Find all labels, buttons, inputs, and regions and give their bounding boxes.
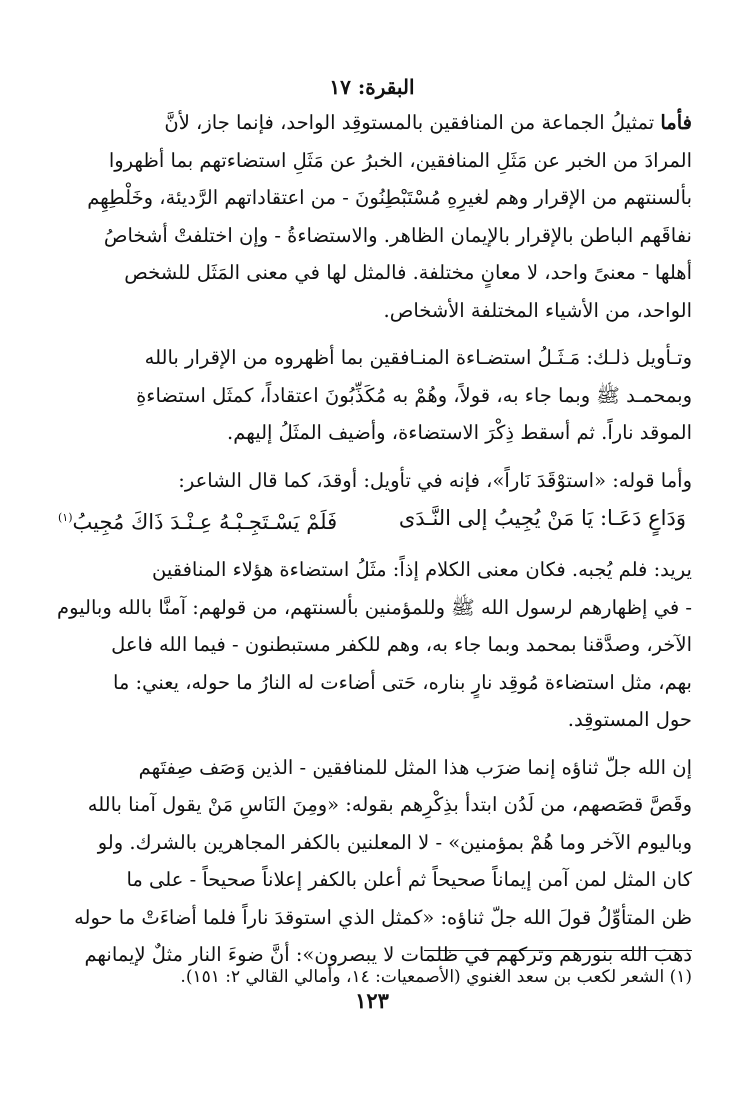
paragraph-line: - في إظهارهم لرسول الله ﷺ وللمؤمنين بألسنتهم، من قولهم: آمنَّا بالله وباليوم: [57, 595, 692, 619]
paragraph-line: وتـأويل ذلـك: مَـثَـلُ استضـاءة المنـافقين بما أظهروه من الإقرار بالله: [144, 346, 692, 369]
poetry-verse: [52, 499, 692, 541]
paragraph-line: وبمحمـد ﷺ وبما جاء به، قولاً، وهُمْ به مُكَذِّبُونَ اعتقاداً، كمثَل استضاءةِ: [136, 383, 692, 407]
paragraph-line: وباليوم الآخر وما هُمْ بمؤمنين» - لا المعلنين بالكفر المجاهرين بالشرك. ولو: [97, 830, 692, 854]
paragraph-3: [52, 462, 692, 500]
footnote-reference: (١): [58, 511, 73, 524]
verse-second-hemistich: [58, 499, 337, 541]
paragraph-line: ظن المتأوِّلُ قولَ الله جلّ ثناؤه: «كمثل الذي استوقدَ ناراً فلما أضاءَتْ ما حوله: [74, 905, 692, 929]
running-header: البقرة: ١٧: [329, 75, 415, 99]
paragraph-line-text: تمثيلُ الجماعة من المنافقين بالمستوقِد الواحد، فإنما جاز، لأنَّ: [164, 111, 661, 134]
paragraph-line: ذهبَ الله بنورهم وتركهم في ظلمات لا يبصرون»: أنَّ ضوءَ النار مثلٌ لإيمانهم: [84, 943, 692, 966]
paragraph-line: المرادَ من الخبر عن مَثَلِ المنافقين، الخبرُ عن مَثَلِ استضاءتهم بما أظهروا: [108, 148, 692, 172]
paragraph-line: الواحد، من الأشياء المختلفة الأشخاص.: [383, 298, 692, 322]
paragraph-line: نفاقَهم الباطن بالإقرار بالإيمان الظاهر. والاستضاءةُ - وإن اختلفتْ أشخاصُ: [103, 223, 692, 247]
paragraph-line: وقَصَّ قصَصهم، من لَدُن ابتدأ بذِكْرِهم بقوله: «ومِنَ النَاسِ مَنْ يقول آمنا بالله: [87, 793, 692, 816]
paragraph-line: [52, 104, 692, 142]
paragraph-4: [52, 551, 692, 739]
paragraph-line: بهم، مثل استضاءة مُوقِد نارٍ بناره، حَتى أضاءت له النارُ ما حوله، يعني: ما: [112, 670, 692, 694]
paragraph-line: إن الله جلّ ثناؤه إنما ضرَب هذا المثل للمنافقين - الذين وَصَف صِفتَهم: [138, 755, 692, 779]
paragraph-5: [52, 749, 692, 974]
paragraph-1: [52, 104, 692, 329]
paragraph-2: [52, 339, 692, 452]
paragraph-line: بألسنتهم من الإقرار وهم لغيرِهِ مُسْتَبْطِنُونَ - من اعتقاداتهم الرَّديئة، وخَلْطِهِم: [87, 186, 692, 209]
paragraph-line: يريد: فلم يُجبه. فكان معنى الكلام إذاً: مثَلُ استضاءة هؤلاء المنافقين: [152, 558, 692, 581]
paragraph-line: حول المستوقِد.: [567, 708, 692, 731]
verse-first-hemistich: وَدَاعٍ دَعَـا: يَا مَنْ يُجِيبُ إلى النَّـدَى: [398, 506, 686, 530]
verse-second-text: فَلَمْ يَسْـتَجِـبْـهُ عِـنْـدَ ذَاكَ مُجِيبُ: [72, 510, 338, 534]
paragraph-line: الآخر، وصدَّقنا بمحمد وبما جاء به، وهم للكفر مستبطنون - فيما الله فاعل: [111, 633, 692, 656]
footnote-separator: [424, 950, 692, 951]
paragraph-line: كان المثل لمن آمن إيماناً صحيحاً ثم أعلن بالكفر إعلاناً صحيحاً - على ما: [126, 868, 692, 891]
book-page: [52, 70, 692, 1070]
paragraph-line: وأما قوله: «استوْقَدَ نَاراً»، فإنه في تأويل: أوقدَ، كما قال الشاعر:: [178, 468, 692, 492]
page-number: ١٢٣: [355, 988, 389, 1013]
paragraph-lead-word: فأما: [660, 111, 692, 134]
footnote: (١) الشعر لكعب بن سعد الغنوي (الأصمعيات: ١٤، وأمالي القالي ٢: ١٥١).: [180, 967, 692, 987]
paragraph-line: الموقد ناراً. ثم أسقط ذِكْرَ الاستضاءة، وأضيف المثَلُ إليهم.: [227, 421, 692, 444]
paragraph-line: أهلها - معنىً واحد، لا معانٍ مختلفة. فالمثل لها في معنى المَثَل للشخص: [124, 261, 692, 284]
